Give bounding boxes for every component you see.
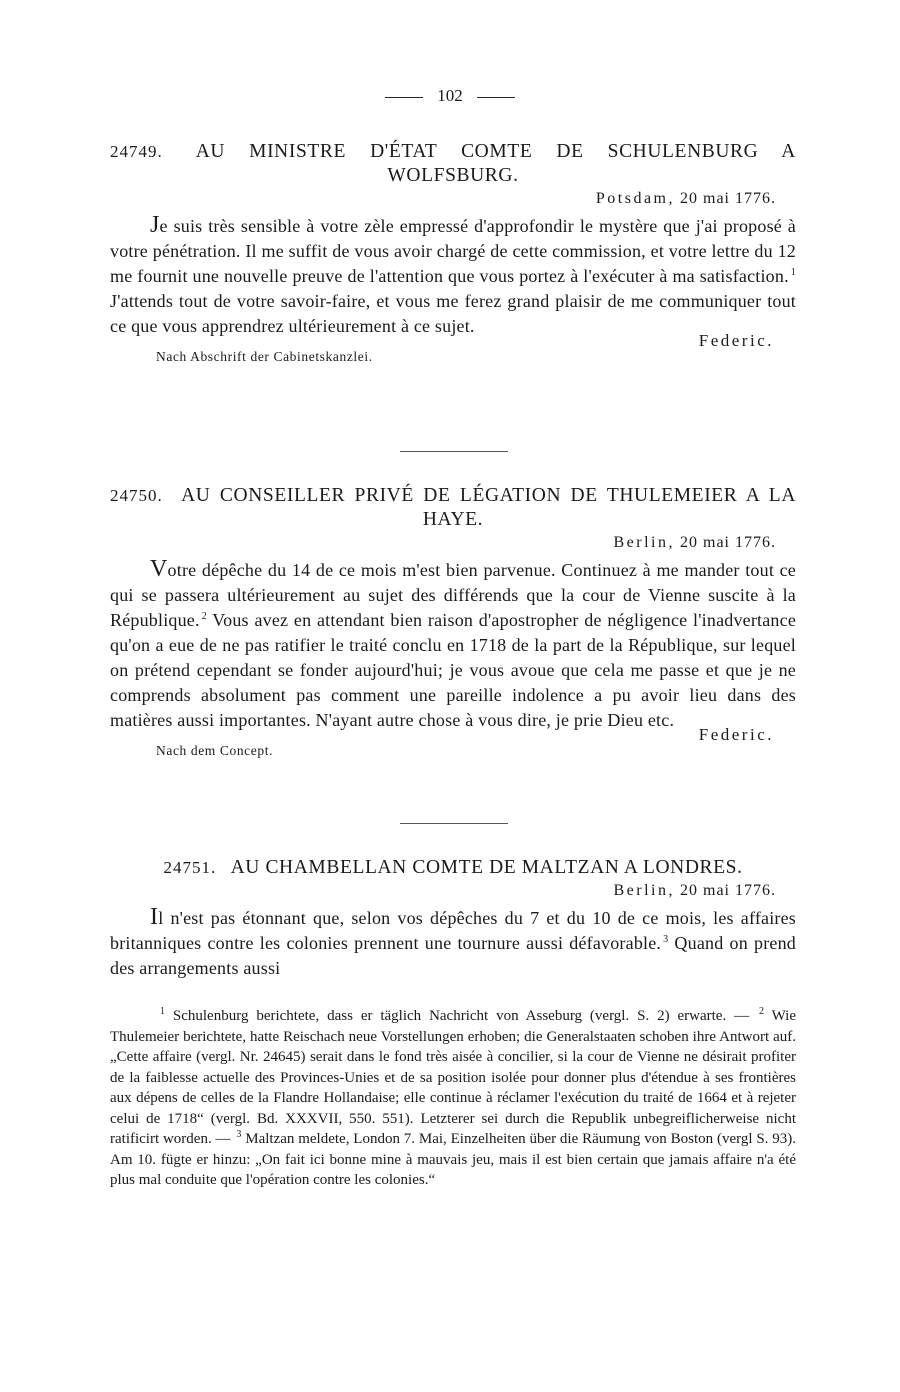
footnote-text: Wie Thulemeier berichtete, hatte Reischach neue Vorstellungen erhoben; die Generalstaaten schoben ihre Antwort auf. „Cette affaire (vergl. Nr. 24645) serait dans le fond très aisée à concilier, si la cour de Vienne ne désirait profiter de la faiblesse actuelle des Provinces-Unies et de sa position isolée pour donner plus d'étendue à ses frontières aux dépens de celles de la Flandre Hollandaise; elle continue à réclamer l'exécution du traité de 1664 et à rejeter celui de 1718“ (vergl. Bd. XXXVII, 550. 551). Letzterer sei durch die Republik unbegreiflicherweise nicht ratificirt worden. — [110,1008,796,1147]
letter-number: 24751. [163,858,217,877]
footnote-mark: 3 [236,1129,242,1140]
footnote-mark: 1 [790,267,796,278]
letter-text-continued: Vous avez en attendant bien raison d'apostropher de négligence l'inadvertance qu'on a eue de ne pas ratifier le traité conclu en 1718 de la part de la République, sur lequel on prétend cependant se fonder aujourd'hui; je vous avoue que cela me passe et que je ne comprends absolument pas comment une pareille indolence a pu avoir lieu dans des matières aussi importantes. N'ayant autre chose à vous dire, je prie Dieu etc. [110,610,797,730]
letter-24750 [110,484,796,759]
letter-dateline [110,190,796,208]
footnote-mark: 2 [758,1006,764,1017]
letter-date: 20 mai 1776. [680,882,776,899]
footnote-text: Maltzan meldete, London 7. Mai, Einzelheiten über die Räumung von Boston (vergl S. 93). Am 10. fügte er hinzu: „On fait ici bonne mine à mauvais jeu, mais il est bien certain que jamais affaire n'a été plus mal conduite que l'opération contre les colonies.“ [110,1131,797,1188]
letter-signature: Federic. [698,331,774,350]
letter-body [110,558,796,733]
letter-number: 24749. [110,142,163,161]
page-number-text: 102 [437,86,463,105]
letter-number: 24750. [110,486,163,505]
letter-source: Nach Abschrift der Cabinetskanzlei. [156,349,373,364]
page-number [0,86,900,106]
letter-addressee: AU CONSEILLER PRIVÉ DE LÉGATION DE THULEMEIER A LA HAYE. [181,485,796,530]
drop-letter: V [150,556,168,582]
letter-text: e suis très sensible à votre zèle empressé d'approfondir le mystère que j'ai proposé à votre pénétration. Il me suffit de vous avoir chargé de cette commission, et votre lettre du 12 me fournit une nouvelle preuve de l'attention que vous portez à l'exécuter à ma satisfaction. [110,216,796,286]
drop-letter: J [150,212,160,238]
footnotes [110,1006,796,1191]
letter-source: Nach dem Concept. [156,743,274,758]
letter-addressee: AU CHAMBELLAN COMTE DE MALTZAN A LONDRES. [230,857,743,878]
letter-text-continued: Quand on prend des arrangements aussi [110,933,796,978]
letter-body [110,906,796,981]
letter-24749 [110,140,796,365]
letter-place: Berlin, [613,534,675,551]
letter-place: Berlin, [613,882,675,899]
footnote-mark: 1 [160,1006,165,1017]
footnote-mark: 2 [201,611,207,622]
page-number-dash-left [385,97,423,98]
drop-letter: I [150,904,159,930]
page-number-dash-right [477,97,515,98]
footnote-text: Schulenburg berichtete, dass er täglich Nachricht von Asseburg (vergl. S. 2) erwarte. — [172,1008,750,1024]
letter-date: 20 mai 1776. [680,190,776,207]
letter-text-continued: J'attends tout de votre savoir-faire, et vous me ferez grand plaisir de me communiquer tout ce que vous apprendrez ultérieurement à ce sujet. [110,291,796,336]
letter-heading [110,484,796,532]
letter-addressee: AU MINISTRE D'ÉTAT COMTE DE SCHULENBURG A WOLFSBURG. [195,141,796,186]
letter-body [110,214,796,339]
section-divider [400,823,508,824]
footnote-mark: 3 [663,934,669,945]
letter-text: l n'est pas étonnant que, selon vos dépêches du 7 et du 10 de ce mois, les affaires britanniques contre les colonies prennent une tournure aussi défavorable. [110,908,796,953]
letter-dateline [110,534,796,552]
letter-dateline [110,882,796,900]
section-divider [400,451,508,452]
letter-text: otre dépêche du 14 de ce mois m'est bien parvenue. Continuez à me mander tout ce qui se passera ultérieurement au sujet des différends que la cour de Vienne suscite à la République. [110,560,796,630]
letter-date: 20 mai 1776. [680,534,776,551]
letter-24751 [110,856,796,981]
letter-signature: Federic. [698,725,774,744]
letter-place: Potsdam, [595,190,675,207]
letter-heading [110,856,796,880]
letter-heading [110,140,796,188]
